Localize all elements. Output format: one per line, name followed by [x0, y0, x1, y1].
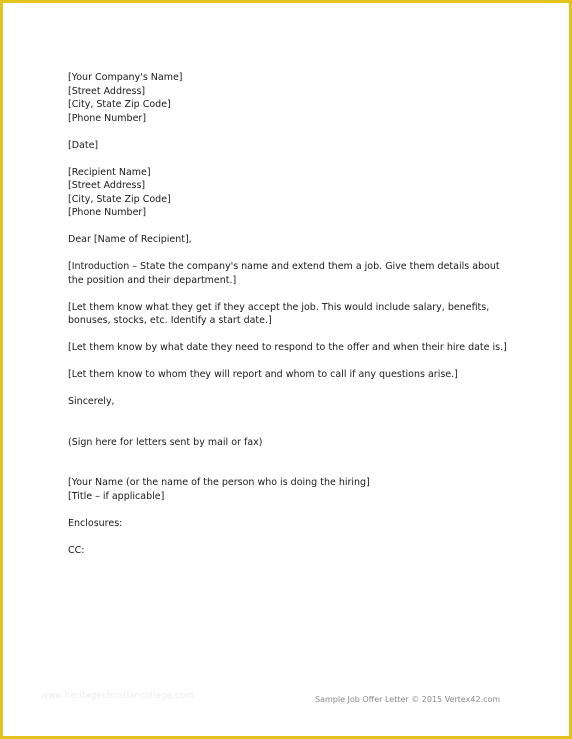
sender-street: [Street Address] — [68, 85, 146, 97]
letter-date: [Date] — [68, 139, 99, 151]
signer-title: [Title – if applicable] — [68, 490, 165, 502]
signature-spacer — [68, 463, 518, 477]
sender-city: [City, State Zip Code] — [68, 99, 171, 110]
recipient-name: [Recipient Name] — [68, 166, 151, 178]
salutation — [68, 233, 518, 247]
sender-address — [68, 71, 518, 125]
watermark: www.heritagechristiancollege.com — [41, 691, 194, 701]
recipient-phone: [Phone Number] — [68, 207, 147, 218]
paragraph-reporting: [Let them know to whom they will report and whom to call if any questions arise.] — [68, 369, 458, 380]
enclosures-block — [68, 517, 518, 531]
sender-phone: [Phone Number] — [68, 112, 147, 124]
recipient-address — [68, 166, 518, 220]
page-footer: Sample Job Offer Letter © 2015 Vertex42.com — [315, 695, 501, 704]
paragraph-response-date: [Let them know by what date they need to respond to the offer and when their hire date is.] — [68, 342, 507, 353]
signer-name: [Your Name (or the name of the person who is doing the hiring] — [68, 477, 370, 488]
signature-note: (Sign here for letters sent by mail or fax) — [68, 436, 263, 448]
recipient-city: [City, State Zip Code] — [68, 193, 171, 205]
salutation-text: Dear [Name of Recipient], — [68, 234, 192, 245]
sender-company: [Your Company's Name] — [68, 72, 183, 83]
paragraph-benefits: [Let them know what they get if they accept the job. This would include salary, benefits, bonuses, stocks, etc. Identify a start date.] — [68, 301, 490, 326]
closing-text: Sincerely, — [68, 396, 115, 407]
signature-space — [68, 422, 518, 436]
enclosures-label: Enclosures: — [68, 517, 123, 529]
signature-note-block — [68, 436, 518, 450]
paragraph-introduction: [Introduction – State the company's name and extend them a job. Give them details about the position and their department.] — [68, 261, 500, 286]
cc-block — [68, 544, 518, 558]
cc-label: CC: — [68, 544, 85, 556]
closing-block — [68, 395, 518, 409]
date-block — [68, 139, 518, 153]
recipient-street: [Street Address] — [68, 180, 146, 191]
letter-body — [68, 71, 518, 571]
signer-block — [68, 476, 518, 503]
